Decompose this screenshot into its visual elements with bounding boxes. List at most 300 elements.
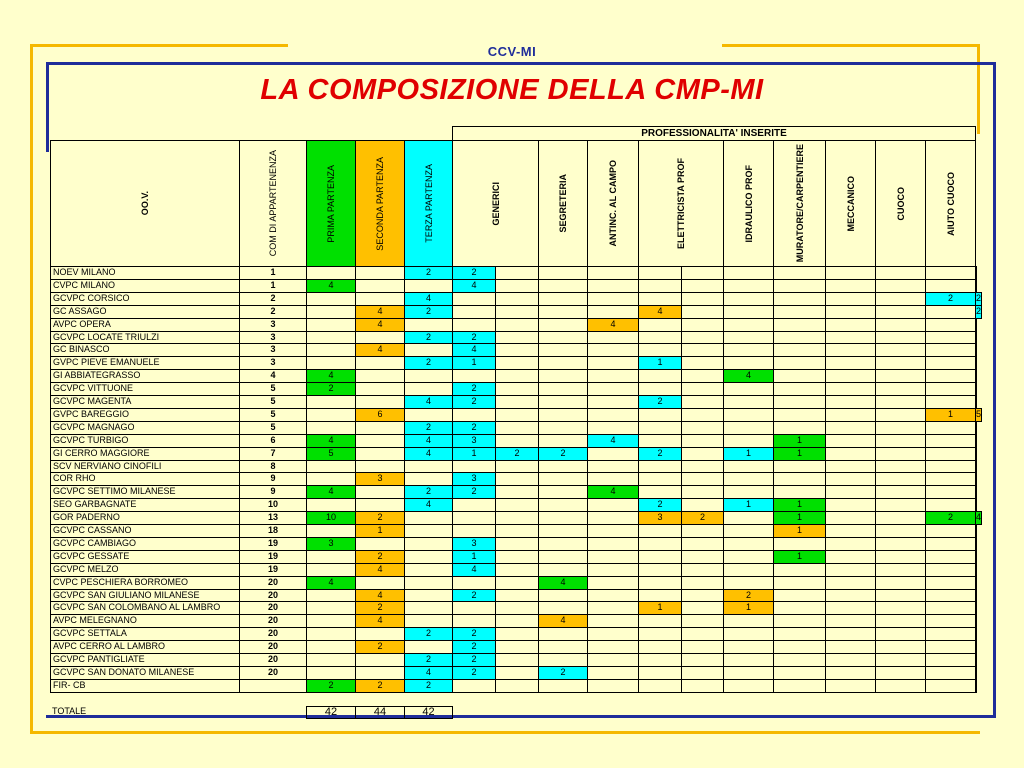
value-cell: 2 bbox=[355, 640, 405, 654]
value-cell bbox=[825, 511, 876, 525]
value-cell bbox=[495, 485, 539, 499]
value-cell: 4 bbox=[404, 666, 453, 680]
value-cell bbox=[723, 679, 774, 693]
value-cell bbox=[306, 318, 356, 332]
column-header-label: COM DI APPARTENENZA bbox=[268, 150, 278, 257]
value-cell bbox=[825, 305, 876, 319]
value-cell bbox=[638, 653, 682, 667]
value-cell: 2 bbox=[452, 627, 496, 641]
value-cell bbox=[538, 511, 588, 525]
row-name: AVPC OPERA bbox=[50, 318, 240, 332]
value-cell: 2 bbox=[452, 485, 496, 499]
value-cell bbox=[638, 472, 682, 486]
value-cell bbox=[773, 640, 826, 654]
value-cell bbox=[925, 679, 976, 693]
row-name: GCVPC SETTALA bbox=[50, 627, 240, 641]
value-cell bbox=[681, 382, 724, 396]
value-cell bbox=[681, 614, 724, 628]
value-cell: 4 bbox=[355, 563, 405, 577]
value-cell: 1 bbox=[773, 550, 826, 564]
value-cell bbox=[975, 421, 977, 435]
value-cell bbox=[925, 640, 976, 654]
value-cell: 5 bbox=[975, 408, 982, 422]
row-name: AVPC CERRO AL LAMBRO bbox=[50, 640, 240, 654]
value-cell bbox=[355, 382, 405, 396]
value-cell bbox=[925, 627, 976, 641]
value-cell: 2 bbox=[452, 653, 496, 667]
total-prima: 42 bbox=[306, 706, 356, 719]
value-cell bbox=[587, 421, 639, 435]
value-cell bbox=[538, 550, 588, 564]
value-cell: 2 bbox=[404, 305, 453, 319]
value-cell: 2 bbox=[404, 679, 453, 693]
row-name: COR RHO bbox=[50, 472, 240, 486]
row-name: GC ASSAGO bbox=[50, 305, 240, 319]
row-name: CVPC MILANO bbox=[50, 279, 240, 293]
value-cell bbox=[723, 305, 774, 319]
value-cell bbox=[825, 666, 876, 680]
value-cell bbox=[825, 434, 876, 448]
value-cell: 4 bbox=[404, 434, 453, 448]
value-cell bbox=[773, 653, 826, 667]
value-cell bbox=[638, 421, 682, 435]
value-cell bbox=[681, 563, 724, 577]
value-cell bbox=[404, 511, 453, 525]
column-header-antinc bbox=[587, 140, 639, 267]
value-cell bbox=[925, 472, 976, 486]
row-com: 20 bbox=[239, 576, 307, 590]
value-cell bbox=[355, 279, 405, 293]
value-cell bbox=[306, 498, 356, 512]
value-cell bbox=[538, 305, 588, 319]
column-header-name bbox=[50, 140, 240, 267]
value-cell bbox=[773, 576, 826, 590]
column-header-com bbox=[239, 140, 307, 267]
value-cell bbox=[495, 369, 539, 383]
value-cell bbox=[975, 537, 977, 551]
row-com: 13 bbox=[239, 511, 307, 525]
value-cell bbox=[306, 563, 356, 577]
value-cell bbox=[587, 511, 639, 525]
row-name: SCV NERVIANO CINOFILI bbox=[50, 460, 240, 473]
value-cell: 2 bbox=[404, 653, 453, 667]
value-cell bbox=[825, 640, 876, 654]
value-cell bbox=[723, 408, 774, 422]
value-cell bbox=[681, 653, 724, 667]
value-cell bbox=[681, 485, 724, 499]
row-com: 2 bbox=[239, 305, 307, 319]
value-cell bbox=[452, 614, 496, 628]
column-header-seconda bbox=[355, 140, 405, 267]
value-cell bbox=[306, 653, 356, 667]
value-cell bbox=[925, 305, 976, 319]
value-cell bbox=[538, 279, 588, 293]
value-cell: 3 bbox=[452, 537, 496, 551]
value-cell bbox=[875, 472, 926, 486]
value-cell bbox=[538, 382, 588, 396]
value-cell bbox=[723, 292, 774, 306]
row-com: 3 bbox=[239, 343, 307, 357]
value-cell bbox=[975, 369, 977, 383]
value-cell bbox=[681, 447, 724, 461]
value-cell bbox=[723, 653, 774, 667]
value-cell bbox=[495, 627, 539, 641]
value-cell bbox=[452, 511, 496, 525]
value-cell: 4 bbox=[404, 447, 453, 461]
value-cell bbox=[681, 395, 724, 409]
frame-blue-top bbox=[46, 62, 996, 65]
value-cell bbox=[975, 434, 977, 448]
value-cell bbox=[925, 266, 976, 280]
value-cell bbox=[306, 266, 356, 280]
value-cell: 2 bbox=[404, 627, 453, 641]
value-cell bbox=[825, 279, 876, 293]
row-com: 19 bbox=[239, 563, 307, 577]
value-cell: 1 bbox=[723, 498, 774, 512]
value-cell: 4 bbox=[306, 576, 356, 590]
value-cell bbox=[638, 550, 682, 564]
value-cell bbox=[495, 666, 539, 680]
value-cell bbox=[975, 343, 977, 357]
value-cell bbox=[825, 563, 876, 577]
value-cell bbox=[638, 292, 682, 306]
row-com: 3 bbox=[239, 356, 307, 370]
value-cell bbox=[723, 356, 774, 370]
value-cell bbox=[723, 563, 774, 577]
value-cell bbox=[538, 395, 588, 409]
value-cell bbox=[355, 485, 405, 499]
value-cell bbox=[773, 343, 826, 357]
value-cell bbox=[825, 408, 876, 422]
value-cell bbox=[875, 511, 926, 525]
value-cell bbox=[587, 279, 639, 293]
value-cell: 2 bbox=[723, 589, 774, 602]
value-cell bbox=[452, 408, 496, 422]
value-cell bbox=[825, 356, 876, 370]
value-cell: 4 bbox=[404, 498, 453, 512]
value-cell bbox=[875, 343, 926, 357]
value-cell: 3 bbox=[355, 472, 405, 486]
column-header-label: MECCANICO bbox=[845, 175, 856, 232]
value-cell bbox=[925, 421, 976, 435]
value-cell bbox=[875, 266, 926, 280]
value-cell: 2 bbox=[404, 421, 453, 435]
value-cell bbox=[875, 550, 926, 564]
value-cell bbox=[681, 305, 724, 319]
value-cell bbox=[875, 395, 926, 409]
value-cell bbox=[825, 485, 876, 499]
value-cell bbox=[925, 666, 976, 680]
value-cell bbox=[975, 447, 977, 461]
value-cell bbox=[587, 666, 639, 680]
value-cell bbox=[452, 305, 496, 319]
value-cell bbox=[925, 447, 976, 461]
value-cell bbox=[681, 266, 724, 280]
value-cell bbox=[975, 550, 977, 564]
value-cell: 1 bbox=[452, 447, 496, 461]
value-cell bbox=[452, 576, 496, 590]
value-cell: 1 bbox=[355, 524, 405, 538]
value-cell bbox=[681, 369, 724, 383]
value-cell bbox=[723, 576, 774, 590]
value-cell bbox=[538, 318, 588, 332]
value-cell bbox=[875, 279, 926, 293]
value-cell bbox=[875, 614, 926, 628]
row-name: GCVPC SETTIMO MILANESE bbox=[50, 485, 240, 499]
value-cell: 1 bbox=[452, 550, 496, 564]
value-cell bbox=[875, 421, 926, 435]
value-cell bbox=[681, 318, 724, 332]
value-cell bbox=[355, 369, 405, 383]
value-cell: 4 bbox=[355, 305, 405, 319]
value-cell bbox=[587, 447, 639, 461]
value-cell bbox=[306, 614, 356, 628]
value-cell bbox=[975, 601, 977, 615]
row-name: GCVPC TURBIGO bbox=[50, 434, 240, 448]
value-cell bbox=[638, 524, 682, 538]
value-cell bbox=[306, 601, 356, 615]
value-cell bbox=[587, 369, 639, 383]
value-cell bbox=[925, 279, 976, 293]
value-cell bbox=[452, 498, 496, 512]
value-cell: 2 bbox=[925, 511, 976, 525]
value-cell: 4 bbox=[452, 279, 496, 293]
value-cell bbox=[587, 395, 639, 409]
value-cell: 2 bbox=[452, 640, 496, 654]
value-cell bbox=[587, 537, 639, 551]
value-cell bbox=[773, 395, 826, 409]
value-cell bbox=[825, 266, 876, 280]
value-cell: 1 bbox=[723, 447, 774, 461]
value-cell bbox=[925, 356, 976, 370]
value-cell bbox=[825, 498, 876, 512]
value-cell: 1 bbox=[925, 408, 976, 422]
value-cell bbox=[638, 408, 682, 422]
value-cell bbox=[355, 434, 405, 448]
value-cell bbox=[875, 627, 926, 641]
value-cell: 1 bbox=[452, 356, 496, 370]
value-cell bbox=[404, 563, 453, 577]
value-cell bbox=[306, 472, 356, 486]
value-cell bbox=[404, 601, 453, 615]
value-cell bbox=[638, 343, 682, 357]
value-cell: 2 bbox=[975, 305, 982, 319]
row-name: FIR- CB bbox=[50, 679, 240, 693]
value-cell bbox=[773, 356, 826, 370]
value-cell bbox=[773, 382, 826, 396]
value-cell bbox=[875, 576, 926, 590]
column-header-label: CUOCO bbox=[895, 186, 906, 221]
value-cell: 1 bbox=[638, 601, 682, 615]
value-cell bbox=[495, 472, 539, 486]
value-cell bbox=[355, 395, 405, 409]
value-cell bbox=[404, 614, 453, 628]
value-cell bbox=[681, 627, 724, 641]
value-cell bbox=[773, 472, 826, 486]
column-header-label: SECONDA PARTENZA bbox=[375, 156, 385, 251]
value-cell bbox=[355, 356, 405, 370]
value-cell: 1 bbox=[638, 356, 682, 370]
value-cell bbox=[306, 550, 356, 564]
value-cell bbox=[404, 524, 453, 538]
value-cell bbox=[638, 382, 682, 396]
column-header-prima bbox=[306, 140, 356, 267]
value-cell bbox=[875, 640, 926, 654]
value-cell bbox=[587, 614, 639, 628]
row-name: GCVPC LOCATE TRIULZI bbox=[50, 331, 240, 344]
value-cell bbox=[587, 343, 639, 357]
value-cell bbox=[404, 318, 453, 332]
value-cell bbox=[723, 343, 774, 357]
row-com: 5 bbox=[239, 395, 307, 409]
value-cell bbox=[638, 679, 682, 693]
value-cell bbox=[638, 576, 682, 590]
value-cell bbox=[638, 369, 682, 383]
value-cell bbox=[404, 408, 453, 422]
value-cell bbox=[404, 369, 453, 383]
column-header-meccanico bbox=[825, 140, 876, 267]
value-cell bbox=[538, 627, 588, 641]
value-cell: 4 bbox=[306, 279, 356, 293]
column-header-label: MURATORE/CARPENTIERE bbox=[794, 144, 805, 263]
value-cell bbox=[975, 653, 977, 667]
value-cell bbox=[975, 576, 977, 590]
row-name: GCVPC SAN COLOMBANO AL LAMBRO bbox=[50, 601, 240, 615]
column-header-idraulico bbox=[723, 140, 774, 267]
row-com: 20 bbox=[239, 601, 307, 615]
value-cell: 2 bbox=[638, 395, 682, 409]
value-cell bbox=[355, 537, 405, 551]
value-cell: 2 bbox=[404, 356, 453, 370]
value-cell bbox=[306, 524, 356, 538]
value-cell bbox=[975, 472, 977, 486]
value-cell bbox=[681, 421, 724, 435]
value-cell bbox=[681, 524, 724, 538]
value-cell bbox=[825, 524, 876, 538]
value-cell: 2 bbox=[975, 292, 982, 306]
value-cell bbox=[875, 369, 926, 383]
value-cell bbox=[495, 421, 539, 435]
value-cell: 3 bbox=[452, 434, 496, 448]
value-cell: 4 bbox=[638, 305, 682, 319]
value-cell bbox=[355, 576, 405, 590]
value-cell bbox=[723, 550, 774, 564]
value-cell bbox=[638, 614, 682, 628]
value-cell bbox=[825, 537, 876, 551]
row-name: GCVPC PANTIGLIATE bbox=[50, 653, 240, 667]
value-cell bbox=[538, 292, 588, 306]
value-cell bbox=[495, 524, 539, 538]
value-cell bbox=[538, 653, 588, 667]
value-cell bbox=[306, 421, 356, 435]
row-name: SEO GARBAGNATE bbox=[50, 498, 240, 512]
column-header-label: SEGRETERIA bbox=[558, 174, 568, 233]
value-cell bbox=[773, 563, 826, 577]
value-cell: 2 bbox=[452, 331, 496, 344]
value-cell bbox=[355, 292, 405, 306]
value-cell: 4 bbox=[587, 434, 639, 448]
row-com: 2 bbox=[239, 292, 307, 306]
column-header-muratore bbox=[773, 140, 826, 267]
value-cell bbox=[723, 485, 774, 499]
value-cell bbox=[975, 266, 977, 280]
value-cell bbox=[638, 666, 682, 680]
column-header-segreteria bbox=[538, 140, 588, 267]
value-cell: 2 bbox=[355, 550, 405, 564]
value-cell bbox=[825, 292, 876, 306]
row-name: GCVPC SAN GIULIANO MILANESE bbox=[50, 589, 240, 602]
value-cell bbox=[825, 614, 876, 628]
value-cell bbox=[975, 279, 977, 293]
value-cell bbox=[587, 550, 639, 564]
column-header-label: OO.V. bbox=[140, 191, 150, 216]
row-name: GCVPC SAN DONATO MILANESE bbox=[50, 666, 240, 680]
value-cell: 2 bbox=[452, 395, 496, 409]
value-cell: 2 bbox=[638, 447, 682, 461]
value-cell: 2 bbox=[681, 511, 724, 525]
value-cell bbox=[723, 666, 774, 680]
value-cell bbox=[723, 614, 774, 628]
value-cell bbox=[773, 601, 826, 615]
value-cell: 4 bbox=[538, 614, 588, 628]
value-cell: 2 bbox=[355, 601, 405, 615]
value-cell bbox=[825, 382, 876, 396]
value-cell: 4 bbox=[587, 485, 639, 499]
value-cell bbox=[773, 485, 826, 499]
value-cell bbox=[538, 472, 588, 486]
row-name: NOEV MILANO bbox=[50, 266, 240, 280]
row-name: GCVPC CORSICO bbox=[50, 292, 240, 306]
value-cell bbox=[355, 421, 405, 435]
frame-blue-right bbox=[993, 62, 996, 718]
column-header-elettricista bbox=[638, 140, 724, 267]
value-cell bbox=[404, 279, 453, 293]
value-cell: 4 bbox=[306, 434, 356, 448]
value-cell bbox=[306, 408, 356, 422]
value-cell bbox=[538, 485, 588, 499]
value-cell: 4 bbox=[975, 511, 982, 525]
composition-table bbox=[48, 118, 982, 723]
value-cell: 5 bbox=[306, 447, 356, 461]
value-cell: 1 bbox=[773, 447, 826, 461]
value-cell: 4 bbox=[404, 395, 453, 409]
value-cell bbox=[773, 305, 826, 319]
value-cell bbox=[875, 666, 926, 680]
value-cell bbox=[975, 640, 977, 654]
value-cell bbox=[587, 563, 639, 577]
value-cell bbox=[587, 601, 639, 615]
row-name: GCVPC VITTUONE bbox=[50, 382, 240, 396]
value-cell bbox=[925, 434, 976, 448]
row-com: 5 bbox=[239, 408, 307, 422]
value-cell: 4 bbox=[355, 318, 405, 332]
value-cell bbox=[538, 640, 588, 654]
row-com: 5 bbox=[239, 421, 307, 435]
value-cell bbox=[638, 279, 682, 293]
value-cell: 2 bbox=[404, 485, 453, 499]
row-name: AVPC MELEGNANO bbox=[50, 614, 240, 628]
value-cell bbox=[452, 601, 496, 615]
value-cell bbox=[875, 434, 926, 448]
value-cell: 3 bbox=[452, 472, 496, 486]
value-cell bbox=[925, 318, 976, 332]
value-cell bbox=[681, 279, 724, 293]
column-header-label: ANTINC. AL CAMPO bbox=[608, 160, 618, 247]
value-cell bbox=[875, 498, 926, 512]
value-cell bbox=[773, 369, 826, 383]
value-cell bbox=[925, 601, 976, 615]
value-cell bbox=[638, 318, 682, 332]
